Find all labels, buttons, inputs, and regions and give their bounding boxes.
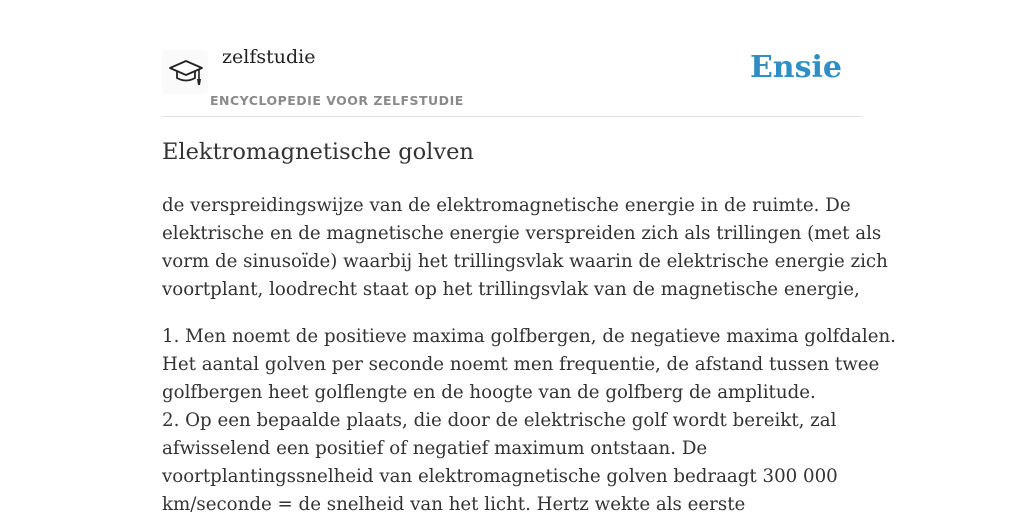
- paragraph-1: [162, 192, 888, 304]
- brand-logo[interactable]: Ensie: [749, 50, 842, 85]
- paragraph-line: golfbergen heet golflengte en de hoogte van de golfberg de amplitude.: [162, 382, 816, 403]
- paragraph-line: voortplantingssnelheid van elektromagnetische golven bedraagt 300 000: [162, 466, 838, 487]
- graduation-cap-icon: [166, 56, 206, 90]
- site-header: [162, 36, 862, 117]
- paragraph-line: afwisselend een positief of negatief maximum ontstaan. De: [162, 438, 708, 459]
- paragraph-line: Het aantal golven per seconde noemt men frequentie, de afstand tussen twee: [162, 354, 880, 375]
- paragraph-line: 2. Op een bepaalde plaats, die door de elektrische golf wordt bereikt, zal: [162, 410, 837, 431]
- site-logo[interactable]: [162, 50, 208, 94]
- page-title: Elektromagnetische golven: [162, 139, 474, 165]
- paragraph-line: 1. Men noemt de positieve maxima golfbergen, de negatieve maxima golfdalen.: [162, 326, 896, 347]
- paragraph-line: elektrische en de magnetische energie verspreiden zich als trillingen (met als: [162, 223, 882, 244]
- paragraph-line: vorm de sinusoïde) waarbij het trillingsvlak waarin de elektrische energie zich: [162, 251, 888, 272]
- paragraph-line: de verspreidingswijze van de elektromagnetische energie in de ruimte. De: [162, 195, 851, 216]
- article-body: [162, 192, 896, 512]
- paragraph-2: [162, 323, 896, 512]
- site-name[interactable]: zelfstudie: [222, 46, 316, 68]
- paragraph-line: voortplant, loodrecht staat op het trillingsvlak van de magnetische energie,: [162, 279, 860, 300]
- paragraph-line: km/seconde = de snelheid van het licht. Hertz wekte als eerste: [162, 494, 746, 512]
- site-tagline: ENCYCLOPEDIE VOOR ZELFSTUDIE: [210, 93, 464, 108]
